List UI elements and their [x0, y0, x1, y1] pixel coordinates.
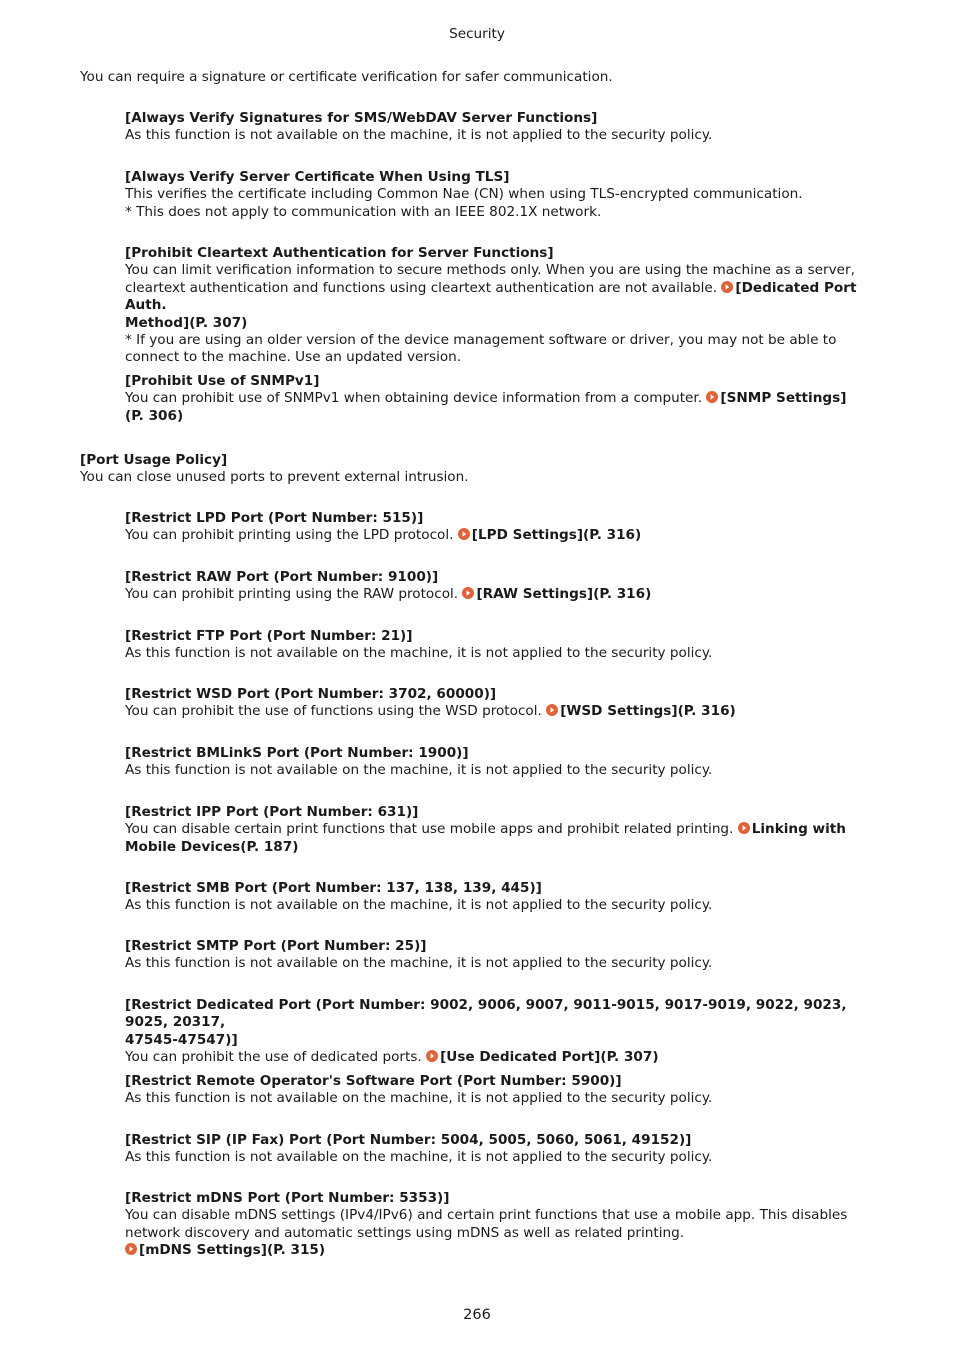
link-arrow-icon [462, 587, 474, 599]
setting-title: [Restrict SMB Port (Port Number: 137, 138, 139, 445)] [125, 880, 542, 896]
setting-description: This verifies the certificate including Common Nae (CN) when using TLS-encrypted communication. [125, 186, 803, 203]
link-text: [SNMP Settings] [720, 390, 847, 407]
port-usage-policy-heading [80, 452, 840, 487]
use-dedicated-port-link[interactable] [426, 1049, 658, 1065]
link-arrow-icon [125, 1243, 137, 1255]
setting-title: [Always Verify Server Certificate When Using TLS] [125, 169, 510, 185]
setting-description-cont [125, 586, 885, 603]
setting-title: [Prohibit Cleartext Authentication for Server Functions] [125, 245, 554, 261]
link-arrow-icon [546, 704, 558, 716]
setting-description: As this function is not available on the machine, it is not applied to the security policy. [125, 127, 713, 144]
link-arrow-icon [458, 528, 470, 540]
section-title: [Port Usage Policy] [80, 452, 228, 468]
raw-settings-link[interactable] [462, 586, 651, 602]
link-arrow-icon [426, 1050, 438, 1062]
setting-restrict-smb-port [125, 880, 885, 915]
setting-link-line [125, 1242, 885, 1259]
setting-description: As this function is not available on the machine, it is not applied to the security policy. [125, 1149, 713, 1166]
setting-restrict-ftp-port [125, 628, 885, 663]
setting-title: [Restrict SIP (IP Fax) Port (Port Number: 5004, 5005, 5060, 5061, 49152)] [125, 1132, 692, 1148]
link-text: [LPD Settings](P. 316) [471, 527, 642, 544]
setting-restrict-smtp-port [125, 938, 885, 973]
setting-description: As this function is not available on the machine, it is not applied to the security policy. [125, 897, 713, 914]
setting-title: [Prohibit Use of SNMPv1] [125, 373, 320, 389]
setting-description-cont [125, 821, 885, 838]
mdns-settings-link[interactable] [125, 1242, 325, 1258]
setting-always-verify-server-certificate [125, 169, 885, 221]
setting-title-cont: 47545-47547)] [125, 1031, 238, 1048]
link-text: [mDNS Settings](P. 315) [139, 1242, 326, 1259]
link-text: [RAW Settings](P. 316) [476, 586, 652, 603]
setting-title: [Restrict IPP Port (Port Number: 631)] [125, 804, 419, 820]
setting-prohibit-snmpv1 [125, 373, 885, 425]
setting-link-cont [125, 315, 885, 332]
setting-description-cont [125, 280, 885, 315]
setting-restrict-wsd-port [125, 686, 885, 721]
link-arrow-icon [706, 391, 718, 403]
setting-description: As this function is not available on the machine, it is not applied to the security policy. [125, 1090, 713, 1107]
setting-description-text: You can prohibit the use of dedicated ports. [125, 1049, 422, 1066]
dedicated-port-auth-link-cont[interactable]: Method](P. 307) [125, 314, 248, 331]
setting-description-text: You can prohibit the use of functions using the WSD protocol. [125, 703, 542, 720]
setting-description-cont [125, 527, 885, 544]
setting-always-verify-signatures [125, 110, 885, 145]
setting-link-cont [125, 839, 885, 856]
running-header: Security [449, 26, 505, 42]
setting-description-text: You can prohibit printing using the LPD protocol. [125, 527, 454, 544]
link-text: [WSD Settings](P. 316) [560, 703, 736, 720]
linking-mobile-devices-link-cont[interactable]: Mobile Devices(P. 187) [125, 838, 299, 855]
setting-title: [Restrict RAW Port (Port Number: 9100)] [125, 569, 439, 585]
setting-restrict-lpd-port [125, 510, 885, 545]
setting-description-text: You can prohibit printing using the RAW protocol. [125, 586, 459, 603]
setting-description-cont: network discovery and automatic settings using mDNS as well as related printing. [125, 1224, 685, 1241]
setting-title: [Restrict LPD Port (Port Number: 515)] [125, 510, 424, 526]
link-text: [Use Dedicated Port](P. 307) [440, 1049, 659, 1066]
setting-prohibit-cleartext-auth [125, 245, 885, 367]
setting-note-cont: connect to the machine. Use an updated version. [125, 349, 462, 366]
setting-title: [Restrict WSD Port (Port Number: 3702, 60000)] [125, 686, 497, 702]
setting-title: [Restrict SMTP Port (Port Number: 25)] [125, 938, 427, 954]
section-description: You can close unused ports to prevent external intrusion. [80, 469, 469, 486]
setting-title: [Restrict Dedicated Port (Port Number: 9002, 9006, 9007, 9011-9015, 9017-9019, 9022, 9023, 9025, 20317, [125, 997, 847, 1031]
setting-description-text: You can disable certain print functions that use mobile apps and prohibit related printing. [125, 821, 734, 838]
setting-description-cont [125, 1049, 885, 1066]
setting-restrict-dedicated-port [125, 997, 885, 1067]
linking-mobile-devices-link[interactable] [738, 821, 846, 837]
setting-description-cont [125, 703, 885, 720]
setting-description: As this function is not available on the machine, it is not applied to the security policy. [125, 762, 713, 779]
wsd-settings-link[interactable] [546, 703, 736, 719]
setting-restrict-raw-port [125, 569, 885, 604]
snmp-settings-link-cont[interactable]: (P. 306) [125, 407, 184, 424]
setting-description-text: cleartext authentication and functions using cleartext authentication are not available. [125, 279, 718, 296]
setting-title: [Restrict BMLinkS Port (Port Number: 1900)] [125, 745, 469, 761]
setting-title: [Restrict FTP Port (Port Number: 21)] [125, 628, 413, 644]
setting-title: [Restrict mDNS Port (Port Number: 5353)] [125, 1190, 450, 1206]
setting-restrict-remote-operator-port [125, 1073, 885, 1108]
setting-note: * This does not apply to communication with an IEEE 802.1X network. [125, 203, 602, 220]
setting-description: As this function is not available on the machine, it is not applied to the security policy. [125, 955, 713, 972]
setting-description-cont [125, 390, 885, 407]
intro-text: You can require a signature or certificate verification for safer communication. [80, 69, 613, 85]
page-number: 266 [463, 1307, 491, 1323]
snmp-settings-link[interactable] [706, 390, 846, 406]
link-arrow-icon [721, 281, 733, 293]
link-text: [Dedicated Port Auth. [125, 279, 857, 314]
setting-description: As this function is not available on the machine, it is not applied to the security policy. [125, 645, 713, 662]
setting-description: You can limit verification information to secure methods only. When you are using the machine as a server, [125, 262, 855, 279]
setting-title: [Always Verify Signatures for SMS/WebDAV Server Functions] [125, 110, 598, 126]
setting-note: * If you are using an older version of the device management software or driver, you may not be able to [125, 332, 837, 349]
setting-restrict-sip-port [125, 1132, 885, 1167]
setting-description-text: You can prohibit use of SNMPv1 when obtaining device information from a computer. [125, 390, 703, 407]
link-arrow-icon [738, 822, 750, 834]
setting-title: [Restrict Remote Operator's Software Port (Port Number: 5900)] [125, 1073, 622, 1089]
setting-link-cont [125, 408, 885, 425]
lpd-settings-link[interactable] [458, 527, 641, 543]
link-text: Linking with [751, 821, 846, 838]
setting-description: You can disable mDNS settings (IPv4/IPv6) and certain print functions that use a mobile app. This disables [125, 1207, 848, 1224]
setting-restrict-ipp-port [125, 804, 885, 856]
setting-restrict-mdns-port [125, 1190, 885, 1260]
setting-restrict-bmlinks-port [125, 745, 885, 780]
